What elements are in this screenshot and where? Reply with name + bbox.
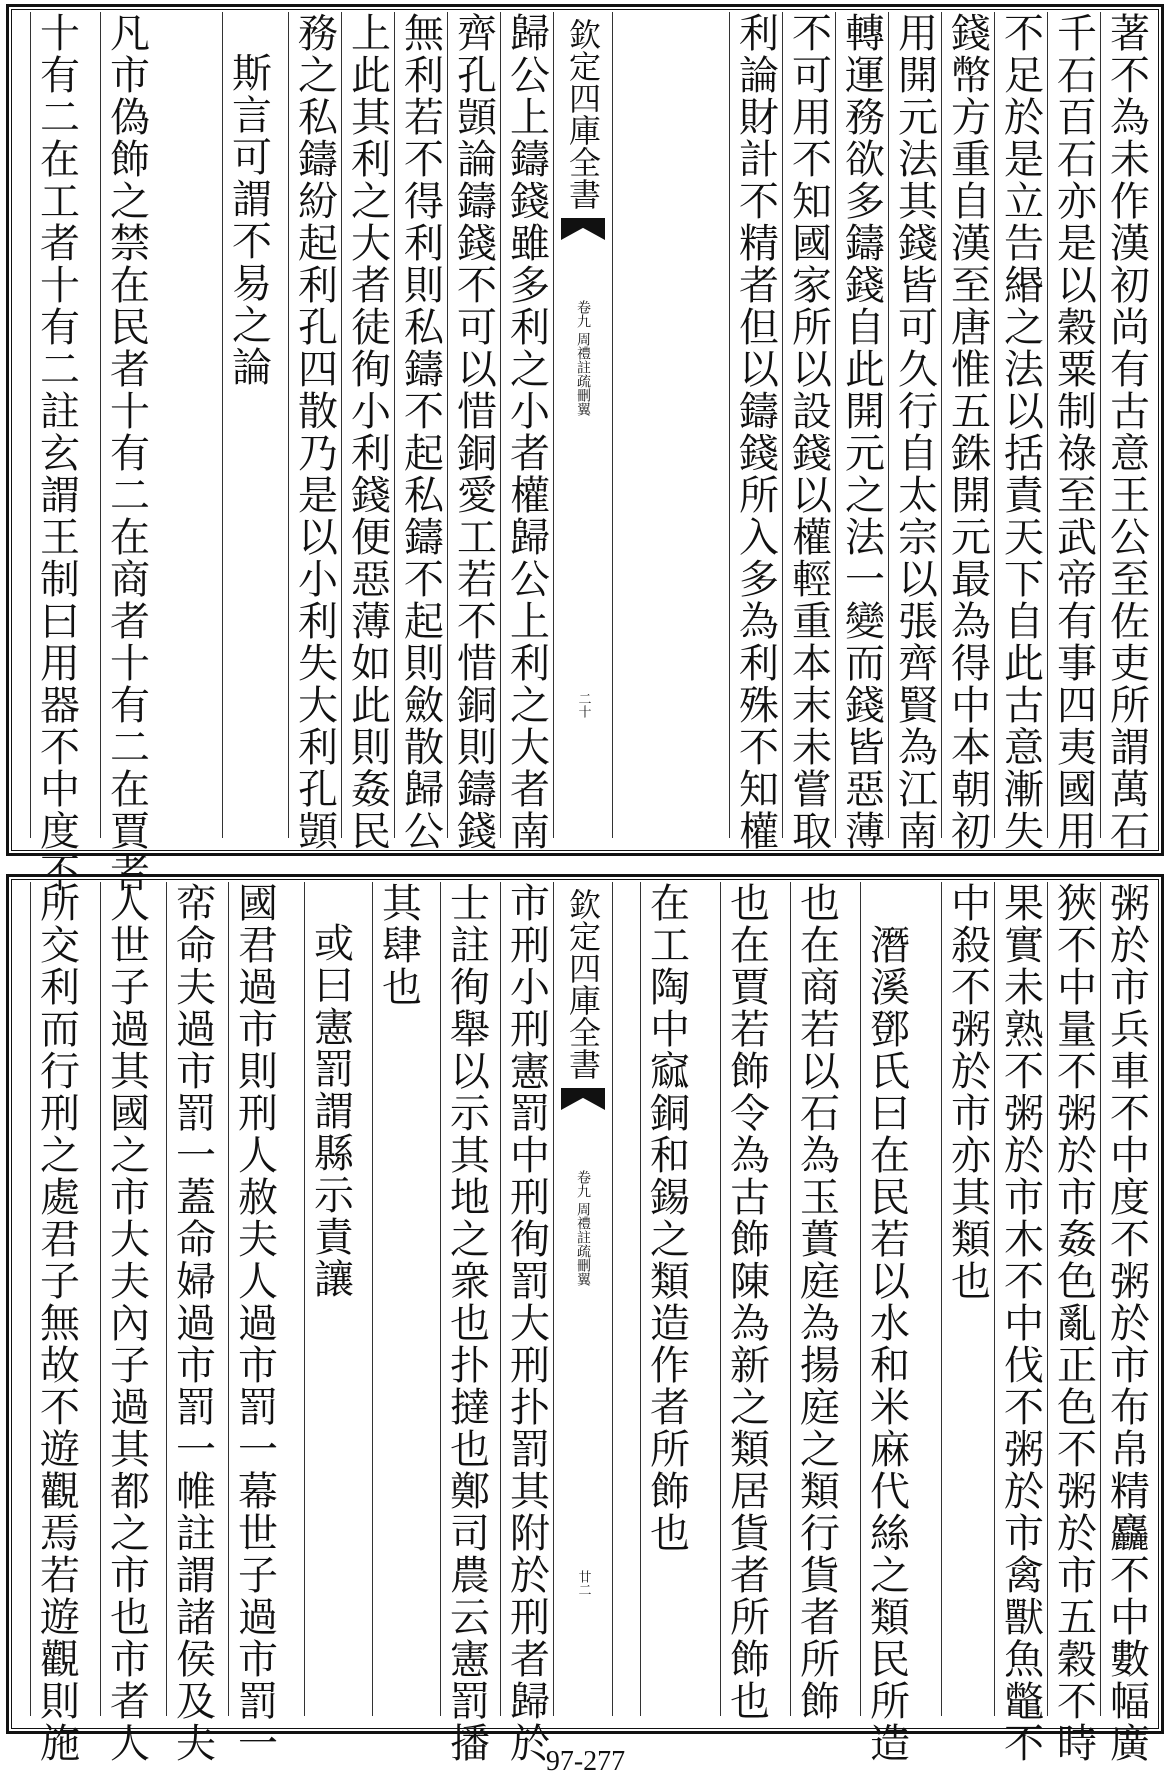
text-column: 齊孔顗論鑄錢不可以惜銅愛工若不惜銅則鑄錢 — [447, 12, 499, 838]
volume-label: 周禮註疏刪翼 卷九 — [575, 300, 591, 416]
text-column: 市刑小刑憲罰中刑徇罰大刑扑罰其附於刑者歸於 — [500, 882, 552, 1716]
text-column: 無利若不得利則私鑄不起私鑄不起則斂散歸公 — [394, 12, 446, 838]
text-column: 著不為未作漢初尚有古意王公至佐吏所謂萬石 — [1100, 12, 1152, 838]
book-title: 欽定四庫全書 — [564, 888, 602, 1080]
text-column: 也在賈若飾令為古飾陳為新之類居貨者所飾也 — [720, 882, 772, 1716]
text-column: 轉運務欲多鑄錢自此開元之法一變而錢皆惡薄 — [835, 12, 887, 838]
leaf-number: 二十 — [575, 692, 591, 718]
text-column: 務之私鑄紛起利孔四散乃是以小利失大利孔顗 — [288, 12, 340, 838]
text-column: 人世子過其國之市大夫內子過其都之市也市者人 — [100, 882, 152, 1716]
text-column: 歸公上鑄錢雖多利之小者權歸公上利之大者南 — [500, 12, 552, 838]
text-column: 粥於市兵車不中度不粥於市布帛精麤不中數幅廣 — [1100, 882, 1152, 1716]
text-column: 利論財計不精者但以鑄錢所入多為利殊不知權 — [729, 12, 781, 838]
center-gutter — [553, 12, 613, 838]
book-title: 欽定四庫全書 — [564, 18, 602, 210]
fishtail-mark-icon — [561, 218, 605, 252]
text-column: 帟命夫過市罰一蓋命婦過市罰一帷註謂諸侯及夫 — [166, 882, 218, 1716]
text-column: 斯言可謂不易之論 — [222, 12, 274, 838]
text-column: 果實未熟不粥於市木不中伐不粥於市禽獸魚鼈不 — [994, 882, 1046, 1716]
text-column: 在工陶中窳銅和錫之類造作者所飾也 — [640, 882, 692, 1716]
text-column: 用開元法其錢皆可久行自太宗以張齊賢為江南 — [888, 12, 940, 838]
text-column: 其肆也 — [372, 882, 424, 1716]
text-column: 上此其利之大者徒徇小利錢便惡薄如此則姦民 — [341, 12, 393, 838]
text-column: 或曰憲罰謂縣示責讓 — [304, 882, 356, 1716]
text-column: 國君過市則刑人赦夫人過市罰一幕世子過市罰一 — [228, 882, 280, 1716]
volume-label: 周禮註疏刪翼 卷九 — [575, 1170, 591, 1286]
text-column: 錢幣方重自漢至唐惟五銖開元最為得中本朝初 — [941, 12, 993, 838]
text-column: 也在商若以石為玉蕢庭為揚庭之類行貨者所飾 — [790, 882, 842, 1716]
leaf-number: 廿二 — [575, 1570, 591, 1596]
text-column: 十有二在工者十有二註玄謂王制曰用器不中度不 — [30, 12, 82, 838]
fishtail-mark-icon — [561, 1088, 605, 1122]
text-column: 不可用不知國家所以設錢以權輕重本末未嘗取 — [782, 12, 834, 838]
page-number: 97-277 — [545, 1746, 626, 1777]
text-column: 狹不中量不粥於市姦色亂正色不粥於市五穀不時 — [1047, 882, 1099, 1716]
text-column: 所交利而行刑之處君子無故不遊觀焉若遊觀則施 — [30, 882, 82, 1716]
text-column: 潛溪鄧氏曰在民若以水和米麻代絲之類民所造 — [860, 882, 912, 1716]
spacer — [613, 12, 729, 838]
text-column: 士註徇舉以示其地之衆也扑撻也鄭司農云憲罰播 — [440, 882, 492, 1716]
text-column: 中殺不粥於市亦其類也 — [941, 882, 993, 1716]
text-column: 凡市偽飾之禁在民者十有二在商者十有二在賈者 — [100, 12, 152, 838]
center-gutter — [553, 882, 613, 1716]
text-column: 千石百石亦是以穀粟制祿至武帝有事四夷國用 — [1047, 12, 1099, 838]
text-column: 不足於是立告緡之法以括責天下自此古意漸失 — [994, 12, 1046, 838]
